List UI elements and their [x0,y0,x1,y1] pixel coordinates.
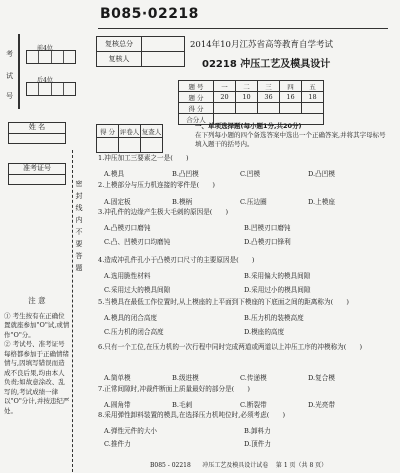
admission-label: 准考证号 [9,163,65,175]
note-item: ① 考生按有在正确位置就座参加"O"试,或情作"O"分。 [4,311,70,339]
options-8b: C.推件力 D.顶件力 [104,440,271,448]
footer-subject: 冲压工艺及模具设计试卷 [202,462,269,469]
notes [4,296,70,416]
question-6: 6.只有一个工位,在压力机的一次行程中同时完成两道或两道以上冲压工序的冲模称为( ) [98,343,363,351]
options-5: A.模具的闭合高度 B.压力机的装模高度 [104,314,304,322]
exam-title: 2014年10月江苏省高等教育自学考试 [190,40,333,50]
options-1: A.模具 B.凸凹模 C.凹模 D.凸凹模 [104,170,335,178]
question-5: 5.当模具在最低工作位置时,从上模座的上平面到下模座的下底面之间的距离称为( ) [98,298,349,306]
options-3: A.凸模刃口磨钝 B.凹模刃口磨钝 [104,224,291,232]
seal-warning: 密 封 线 内 不 要 答 题 [75,180,83,272]
options-7: A.圆角带 B.毛刺 C.断裂带 D.光亮带 [104,401,335,409]
admission-number-field[interactable] [8,163,66,185]
label-shi: 试 [6,72,13,80]
footer-code: B085 - 02218 [150,462,191,469]
grader-box: 得 分 评卷人 复查人 [96,124,163,153]
review-table: 复核总分 复核人 [96,36,185,67]
notes-title: 注 意 [28,296,46,305]
page-footer [150,460,390,469]
options-2: A.固定板 B.模柄 C.压边圈 D.上模座 [104,198,335,206]
header-rule [98,28,388,29]
exam-number-last-box[interactable] [26,77,76,96]
seal-line [72,150,73,472]
options-4: A.选用脆性材料 B.采用偏大的模具间隙 [104,272,311,280]
options-4b: C.采用过大的模具间隙 D.采用过小的模具间隙 [104,286,311,294]
exam-code: B085·02218 [100,6,199,22]
name-label: 姓 名 [9,122,65,134]
options-5b: C.压力机的闭合高度 D.模座的高度 [104,328,285,336]
digit-label: 前4位 [37,45,53,52]
exam-number-first-box[interactable] [26,45,76,64]
options-8: A.弹性元件的大小 B.卸料力 [104,427,271,435]
section-instructions [195,122,390,149]
score-table: 题 号 一 二 三 四 五 题 分 20 10 36 16 18 得 分 合分人 [178,80,324,125]
digit-label: 后4位 [37,77,53,84]
options-3b: C.凸、凹模刃口均磨钝 D.凸模刃口锋利 [104,238,291,246]
question-4: 4.造成冲孔件孔小于凸模刃口尺寸的主要原因是( ) [98,256,255,264]
label-hao: 号 [6,92,13,100]
subject-title: 02218 冲压工艺及模具设计 [202,59,331,70]
label-kao: 考 [6,50,13,58]
question-3: 3.冲孔件的边缘产生极大毛刺的原因是( ) [98,208,229,216]
name-field[interactable] [8,122,66,144]
options-6: A.简单模 B.级进模 C.传递模 D.复合模 [104,374,335,382]
question-7: 7.正常间隙时,冲裁件断面上质量最好的部分是( ) [98,385,250,393]
binding-strip [0,0,86,473]
note-item: ② 考试号、准考证号每格都参加于正确情绪情与,因填写错误而造成不良后果,均由本人负责;如故意涂改、乱写的,考试成绩一律以"O"分计,并按违纪严处。 [4,340,70,415]
question-8: 8.采用弹性卸料装置的模具,在选择压力机吨位时,必须考虑( ) [98,411,286,419]
section-title: 一、单项选择题(每小题1分,共20分) [195,122,302,130]
footer-page: 第 1 页（共 8 页） [275,462,328,469]
question-1: 1.冲压加工三要素之一是( ) [98,154,189,162]
question-2: 2.上模部分与压力机连接的零件是( ) [98,181,215,189]
section-body: 在下列每小题的四个备选答案中选出一个正确答案,并将其字母标号填入题干的括号内。 [195,131,386,148]
divider [18,34,20,109]
